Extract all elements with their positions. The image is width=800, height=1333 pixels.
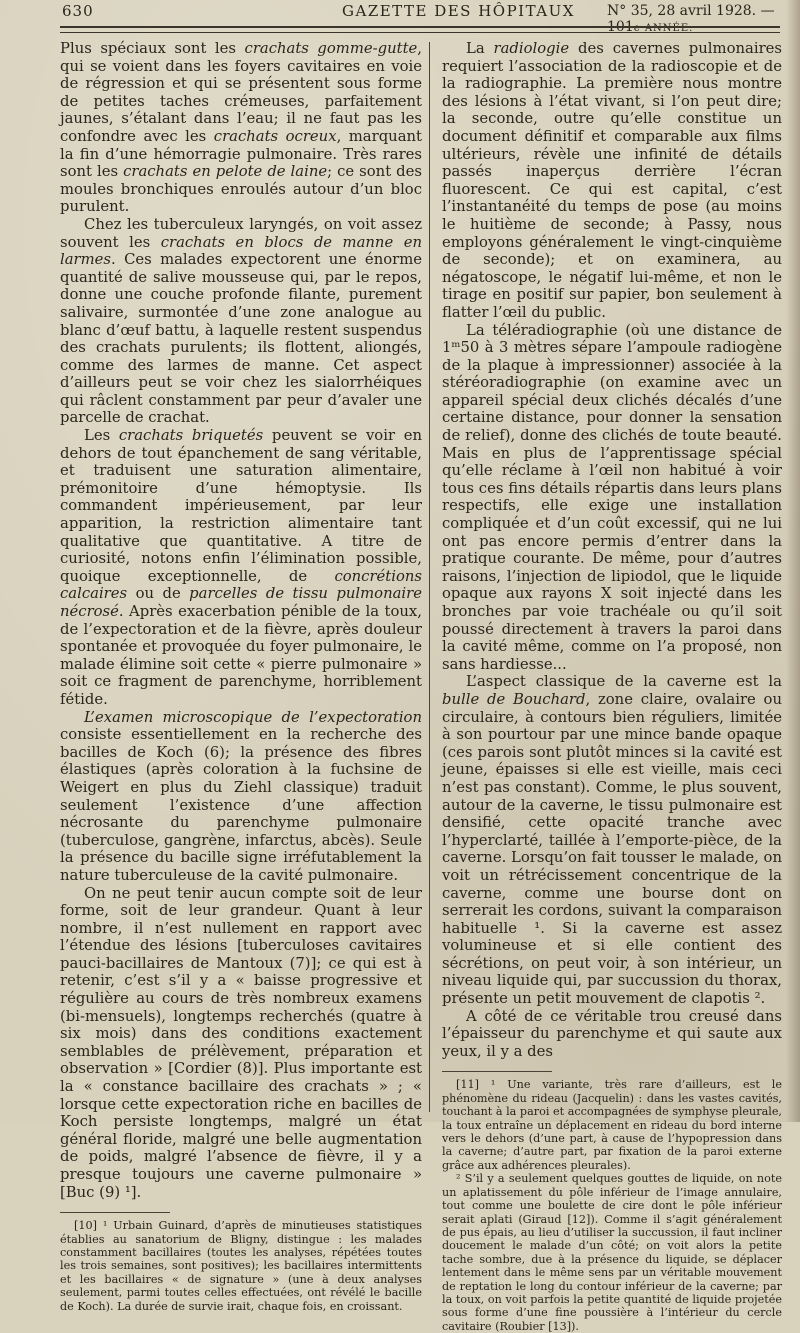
paragraph: Plus spéciaux sont les crachats gomme-gutte, qui se voient dans les foyers cavitaires en voie de régression et qui se présentent sous forme de petites taches crémeuses, parfaitement jaunes, s’étalant dans l’eau; il ne faut pas les confondre avec les crachats ocreux, marquant la fin d’une hémorragie pulmonaire. Très rares sont les crachats en pelote de laine; ce sont des moules bronchiques enroulés autour d’un bloc purulent. xyxy=(60,40,422,216)
column-divider xyxy=(429,42,430,1112)
journal-title: GAZETTE DES HÔPITAUX xyxy=(342,2,575,20)
footnote: [10] ¹ Urbain Guinard, d’après de minutieuses statistiques établies au sanatorium de Bligny, distingue : les malades constamment bacillaires (toutes les analyses, répétées toutes les trois semaines, sont positives); les bacillaires intermittents et les bacillaires « de signature » (une à deux analyses seulement, parmi toutes celles effectuées, ont révélé le bacille de Koch). La durée de survie irait, chaque fois, en croissant. xyxy=(60,1219,422,1313)
right-footnotes xyxy=(442,1078,782,1333)
right-column xyxy=(442,40,782,1333)
header-rule xyxy=(60,26,780,28)
paragraph: Les crachats briquetés peuvent se voir en dehors de tout épanchement de sang véritable, et traduisent une saturation alimentaire, prémonitoire d’une hémoptysie. Ils commandent impérieusement, par leur apparition, la restriction alimentaire tant qualitative que quantitative. A titre de curiosité, notons enfin l’élimination possible, quoique exceptionnelle, de concrétions calcaires ou de parcelles de tissu pulmonaire nécrosé. Après exacerbation pénible de la toux, de l’expectoration et de la fièvre, après douleur spontanée et provoquée du foyer pulmonaire, le malade élimine soit cette « pierre pulmonaire » soit ce fragment de parenchyme, horriblement fétide. xyxy=(60,427,422,708)
left-column xyxy=(60,40,422,1313)
page-edge-shadow xyxy=(786,0,800,1122)
left-footnotes xyxy=(60,1219,422,1313)
footnote-rule xyxy=(442,1071,552,1072)
footnote: ² S’il y a seulement quelques gouttes de liquide, on note un aplatissement du pôle inférieur de l’image annulaire, tout comme une boulette de cire dont le pôle inférieur serait aplati (Giraud [12]). Comme il s’agit généralement de pus épais, au lieu d’utiliser la succussion, il faut incliner doucement le malade d’un côté; on voit alors la petite tache sombre, due à la présence du liquide, se déplacer lentement dans le même sens par un véritable mouvement de reptation le long du contour inférieur de la caverne; par la toux, on voit parfois la petite quantité de liquide projetée sous forme d’une fine poussière à l’intérieur du cercle cavitaire (Roubier [13]). xyxy=(442,1172,782,1333)
paragraph: La téléradiographie (où une distance de 1ᵐ50 à 3 mètres sépare l’ampoule radiogène de la plaque à impressionner) associée à la stéréoradiographie (on examine avec un appareil spécial deux clichés décalés d’une certaine distance, pour donner la sensation de relief), donne des clichés de toute beauté. Mais en plus de l’apprentissage spécial qu’elle réclame à l’œil non habitué à voir tous ces fins détails répartis dans leurs plans respectifs, elle exige une installation compliquée et d’un coût excessif, qui ne lui ont pas encore permis d’entrer dans la pratique courante. De même, pour d’autres raisons, l’injection de lipiodol, que le liquide opaque aux rayons X soit injecté dans les bronches par voie trachéale ou qu’il soit poussé directement à travers la paroi dans la cavité même, comme on l’a proposé, non sans hardiesse... xyxy=(442,321,782,673)
paragraph: Chez les tuberculeux laryngés, on voit assez souvent les crachats en blocs de manne en larmes. Ces malades expectorent une énorme quantité de salive mousseuse qui, par le repos, donne une couche profonde filante, purement salivaire, surmontée d’une zone analogue au blanc d’œuf battu, à laquelle restent suspendus des crachats purulents; ils flottent, aliongés, comme des larmes de manne. Cet aspect d’ailleurs peut se voir chez les sialorrhéiques qui râclent constamment par peur d’avaler une parcelle de crachat. xyxy=(60,215,422,427)
left-body-text xyxy=(60,40,422,1201)
paragraph: A côté de ce véritable trou creusé dans l’épaisseur du parenchyme et qui saute aux yeux, il y a des xyxy=(442,1007,782,1060)
header-rule-thin xyxy=(60,32,780,33)
paragraph: L’examen microscopique de l’expectoration consiste essentiellement en la recherche des bacilles de Koch (6); la présence des fibres élastiques (après coloration à la fuchsine de Weigert en plus du Ziehl classique) traduit seulement l’existence d’une affection nécrosante du parenchyme pulmonaire (tuberculose, gangrène, infarctus, abcès). Seule la présence du bacille signe irréfutablement la nature tuberculeuse de la cavité pulmonaire. xyxy=(60,708,422,884)
paragraph: On ne peut tenir aucun compte soit de leur forme, soit de leur grandeur. Quant à leur nombre, il n’est nullement en rapport avec l’étendue des lésions [tuberculoses cavitaires pauci-bacillaires de Mantoux (7)]; ce qui est à retenir, c’est s’il y a « baisse progressive et régulière au cours de très nombreux examens (bi-mensuels), longtemps recherchés (quatre à six mois) dans des conditions exactement semblables de prélèvement, préparation et observation » [Cordier (8)]. Plus importante est la « constance bacillaire des crachats » ; « lorsque cette expectoration riche en bacilles de Koch persiste longtemps, malgré un état général floride, malgré une belle augmentation de poids, malgré l’absence de fièvre, il y a presque toujours une caverne pulmonaire » [Buc (9) ¹]. xyxy=(60,884,422,1201)
paragraph: L’aspect classique de la caverne est la bulle de Bouchard, zone claire, ovalaire ou circulaire, à contours bien réguliers, limitée à son pourtour par une mince bande opaque (ces parois sont plutôt minces si la cavité est jeune, épaisses si elle est vieille, mais ceci n’est pas constant). Comme, le plus souvent, autour de la caverne, le tissu pulmonaire est densifié, cette opacité tranche avec l’hyperclarté, taillée à l’emporte-pièce, de la caverne. Lorsqu’on fait tousser le malade, on voit un rétrécissement concentrique de la caverne, comme une bourse dont on serrerait les cordons, suivant la comparaison habituelle ¹. Si la caverne est assez volumineuse et si elle contient des sécrétions, on peut voir, à son intérieur, un niveau liquide qui, par succussion du thorax, présente un petit mouvement de clapotis ². xyxy=(442,673,782,1008)
paragraph: La radiologie des cavernes pulmonaires requiert l’association de la radioscopie et de la radiographie. La première nous montre des lésions à l’état vivant, si l’on peut dire; la seconde, outre qu’elle constitue un document définitif et comparable aux films ultérieurs, révèle une infinité de détails passés inaperçus derrière l’écran fluorescent. Ce qui est capital, c’est l’instantanéité du temps de pose (au moins le huitième de seconde; à Passy, nous employons généralement le vingt-cinquième de seconde); et on examinera, au négatoscope, le négatif lui-même, et non le tirage en positif sur papier, bon seulement à flatter l’œil du public. xyxy=(442,40,782,321)
right-body-text xyxy=(442,40,782,1060)
issue-info: N° 35, 28 avril 1928. — 101e ANNÉE. xyxy=(607,3,775,35)
footnote: [11] ¹ Une variante, très rare d’ailleurs, est le phénomène du rideau (Jacquelin) : dans les vastes cavités, touchant à la paroi et accompagnées de symphyse pleurale, la toux entraîne un déplacement en rideau du bord interne vers le dehors (d’une part, à cause de l’hypopression dans la caverne; d’autre part, par fixation de la paroi externe grâce aux adhérences pleurales). xyxy=(442,1078,782,1172)
page-number: 630 xyxy=(62,2,94,20)
running-header xyxy=(52,0,792,35)
footnote-rule xyxy=(60,1212,170,1213)
